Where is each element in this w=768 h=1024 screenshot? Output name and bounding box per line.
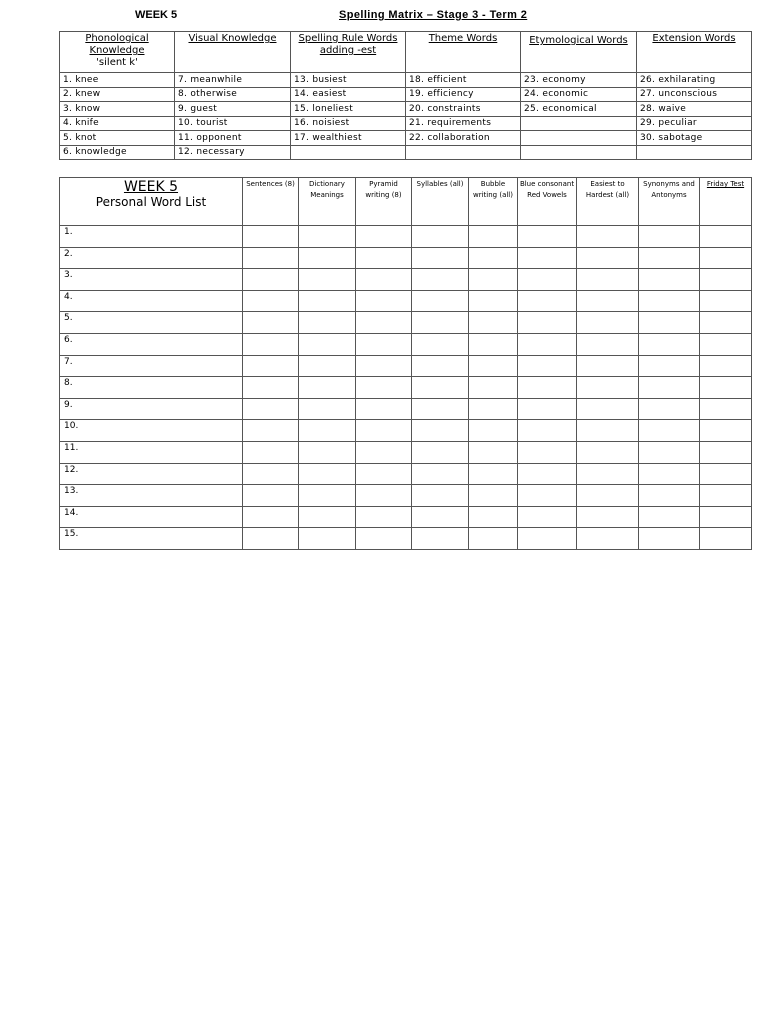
blank-cell[interactable]: [299, 269, 356, 291]
blank-cell[interactable]: [356, 269, 412, 291]
blank-cell[interactable]: [469, 420, 518, 442]
blank-cell[interactable]: [299, 333, 356, 355]
blank-cell[interactable]: [700, 377, 752, 399]
blank-cell[interactable]: [299, 226, 356, 248]
row-number[interactable]: 5.: [60, 312, 243, 334]
blank-cell[interactable]: [356, 441, 412, 463]
column-header-blue-consonant-red-vowels: Blue consonant Red Vowels: [518, 178, 577, 226]
blank-cell[interactable]: [518, 506, 577, 528]
blank-cell[interactable]: [412, 355, 469, 377]
personal-week-label: WEEK 5: [123, 179, 179, 195]
blank-cell[interactable]: [518, 420, 577, 442]
blank-cell[interactable]: [639, 377, 700, 399]
blank-cell[interactable]: [356, 420, 412, 442]
blank-cell[interactable]: [356, 528, 412, 550]
blank-cell[interactable]: [299, 398, 356, 420]
blank-cell[interactable]: [518, 269, 577, 291]
matrix-cell: 5. knot: [60, 131, 175, 146]
blank-cell[interactable]: [469, 355, 518, 377]
blank-cell[interactable]: [299, 377, 356, 399]
personal-word-row: [60, 441, 752, 463]
blank-cell[interactable]: [243, 312, 299, 334]
blank-cell[interactable]: [469, 441, 518, 463]
blank-cell[interactable]: [356, 355, 412, 377]
personal-word-row: [60, 420, 752, 442]
personal-word-row: [60, 269, 752, 291]
blank-cell[interactable]: [518, 463, 577, 485]
column-header-syllables: Syllables (all): [412, 178, 469, 226]
blank-cell[interactable]: [469, 485, 518, 507]
matrix-cell: 28. waive: [637, 102, 752, 117]
blank-cell[interactable]: [243, 420, 299, 442]
blank-cell[interactable]: [243, 528, 299, 550]
blank-cell[interactable]: [412, 333, 469, 355]
matrix-cell: 21. requirements: [406, 116, 521, 131]
blank-cell[interactable]: [577, 398, 639, 420]
matrix-header-title: Visual Knowledge: [188, 33, 277, 44]
blank-cell[interactable]: [412, 463, 469, 485]
matrix-header-spelling-rule: [291, 32, 406, 73]
blank-cell[interactable]: [469, 312, 518, 334]
blank-cell[interactable]: [243, 290, 299, 312]
row-number[interactable]: 4.: [60, 290, 243, 312]
row-number[interactable]: 15.: [60, 528, 243, 550]
row-number[interactable]: 12.: [60, 463, 243, 485]
blank-cell[interactable]: [412, 377, 469, 399]
personal-list-heading: [60, 178, 243, 226]
matrix-header-title: Etymological Words: [529, 35, 628, 46]
blank-cell[interactable]: [412, 269, 469, 291]
blank-cell[interactable]: [700, 355, 752, 377]
matrix-cell: 19. efficiency: [406, 87, 521, 102]
blank-cell[interactable]: [577, 420, 639, 442]
blank-cell[interactable]: [299, 247, 356, 269]
matrix-row: [60, 116, 752, 131]
blank-cell[interactable]: [518, 247, 577, 269]
blank-cell[interactable]: [243, 269, 299, 291]
row-number[interactable]: 14.: [60, 506, 243, 528]
row-number[interactable]: 9.: [60, 398, 243, 420]
personal-word-row: [60, 226, 752, 248]
blank-cell[interactable]: [518, 333, 577, 355]
blank-cell[interactable]: [356, 398, 412, 420]
blank-cell[interactable]: [700, 247, 752, 269]
row-number[interactable]: 13.: [60, 485, 243, 507]
blank-cell[interactable]: [469, 528, 518, 550]
week-label: WEEK 5: [135, 9, 178, 21]
matrix-header-extension: [637, 32, 752, 73]
blank-cell[interactable]: [412, 485, 469, 507]
blank-cell[interactable]: [299, 463, 356, 485]
blank-cell[interactable]: [639, 333, 700, 355]
blank-cell[interactable]: [577, 312, 639, 334]
matrix-cell: [637, 145, 752, 160]
matrix-cell: [521, 116, 637, 131]
matrix-row: [60, 87, 752, 102]
blank-cell[interactable]: [412, 290, 469, 312]
blank-cell[interactable]: [243, 355, 299, 377]
page-header: [0, 9, 768, 25]
blank-cell[interactable]: [243, 398, 299, 420]
blank-cell[interactable]: [639, 398, 700, 420]
matrix-cell: 8. otherwise: [175, 87, 291, 102]
blank-cell[interactable]: [356, 226, 412, 248]
blank-cell[interactable]: [356, 463, 412, 485]
row-number[interactable]: 6.: [60, 333, 243, 355]
blank-cell[interactable]: [577, 247, 639, 269]
matrix-cell: 29. peculiar: [637, 116, 752, 131]
row-number[interactable]: 2.: [60, 247, 243, 269]
matrix-cell: 7. meanwhile: [175, 73, 291, 88]
blank-cell[interactable]: [412, 226, 469, 248]
blank-cell[interactable]: [412, 441, 469, 463]
blank-cell[interactable]: [518, 226, 577, 248]
blank-cell[interactable]: [243, 377, 299, 399]
blank-cell[interactable]: [469, 463, 518, 485]
blank-cell[interactable]: [243, 247, 299, 269]
blank-cell[interactable]: [700, 528, 752, 550]
matrix-cell: 25. economical: [521, 102, 637, 117]
blank-cell[interactable]: [700, 226, 752, 248]
blank-cell[interactable]: [700, 333, 752, 355]
matrix-cell: [406, 145, 521, 160]
blank-cell[interactable]: [700, 269, 752, 291]
blank-cell[interactable]: [356, 377, 412, 399]
blank-cell[interactable]: [469, 506, 518, 528]
matrix-header-theme: [406, 32, 521, 73]
matrix-header-phonological: [60, 32, 175, 73]
blank-cell[interactable]: [639, 290, 700, 312]
blank-cell[interactable]: [469, 377, 518, 399]
matrix-cell: 22. collaboration: [406, 131, 521, 146]
matrix-cell: 9. guest: [175, 102, 291, 117]
blank-cell[interactable]: [518, 312, 577, 334]
matrix-cell: 2. knew: [60, 87, 175, 102]
blank-cell[interactable]: [518, 398, 577, 420]
blank-cell[interactable]: [639, 463, 700, 485]
blank-cell[interactable]: [577, 269, 639, 291]
blank-cell[interactable]: [518, 377, 577, 399]
matrix-cell: 24. economic: [521, 87, 637, 102]
blank-cell[interactable]: [299, 441, 356, 463]
blank-cell[interactable]: [700, 290, 752, 312]
matrix-header-title: Phonological Knowledge: [85, 33, 149, 56]
matrix-row: [60, 102, 752, 117]
blank-cell[interactable]: [639, 420, 700, 442]
personal-word-row: [60, 290, 752, 312]
blank-cell[interactable]: [356, 485, 412, 507]
blank-cell[interactable]: [518, 290, 577, 312]
blank-cell[interactable]: [243, 506, 299, 528]
column-header-synonyms-antonyms: Synonyms and Antonyms: [639, 178, 700, 226]
matrix-header-visual: [175, 32, 291, 73]
blank-cell[interactable]: [700, 420, 752, 442]
blank-cell[interactable]: [577, 333, 639, 355]
matrix-cell: [291, 145, 406, 160]
blank-cell[interactable]: [639, 528, 700, 550]
column-header-pyramid-writing: Pyramid writing (8): [356, 178, 412, 226]
blank-cell[interactable]: [299, 290, 356, 312]
blank-cell[interactable]: [469, 269, 518, 291]
matrix-header-subtitle: 'silent k': [96, 57, 138, 68]
matrix-cell: 15. loneliest: [291, 102, 406, 117]
personal-word-row: [60, 485, 752, 507]
blank-cell[interactable]: [243, 485, 299, 507]
personal-word-row: [60, 528, 752, 550]
column-header-easiest-to-hardest: Easiest to Hardest (all): [577, 178, 639, 226]
blank-cell[interactable]: [577, 226, 639, 248]
personal-word-row: [60, 333, 752, 355]
blank-cell[interactable]: [639, 355, 700, 377]
matrix-row: [60, 131, 752, 146]
blank-cell[interactable]: [412, 398, 469, 420]
personal-list-title: Personal Word List: [95, 195, 207, 209]
row-number[interactable]: 7.: [60, 355, 243, 377]
matrix-row: [60, 73, 752, 88]
blank-cell[interactable]: [639, 269, 700, 291]
column-header-friday-test: Friday Test: [700, 178, 752, 226]
blank-cell[interactable]: [577, 441, 639, 463]
blank-cell[interactable]: [469, 247, 518, 269]
matrix-row: [60, 145, 752, 160]
matrix-cell: [521, 131, 637, 146]
blank-cell[interactable]: [639, 506, 700, 528]
matrix-cell: 18. efficient: [406, 73, 521, 88]
blank-cell[interactable]: [639, 226, 700, 248]
blank-cell[interactable]: [700, 398, 752, 420]
matrix-cell: 30. sabotage: [637, 131, 752, 146]
personal-word-row: [60, 463, 752, 485]
blank-cell[interactable]: [469, 226, 518, 248]
blank-cell[interactable]: [299, 506, 356, 528]
matrix-cell: 1. knee: [60, 73, 175, 88]
blank-cell[interactable]: [412, 312, 469, 334]
matrix-cell: 12. necessary: [175, 145, 291, 160]
matrix-cell: 3. know: [60, 102, 175, 117]
blank-cell[interactable]: [299, 485, 356, 507]
blank-cell[interactable]: [356, 333, 412, 355]
blank-cell[interactable]: [577, 485, 639, 507]
row-number[interactable]: 10.: [60, 420, 243, 442]
blank-cell[interactable]: [639, 312, 700, 334]
document-title: Spelling Matrix – Stage 3 - Term 2: [339, 9, 528, 21]
blank-cell[interactable]: [700, 463, 752, 485]
column-header-sentences: Sentences (8): [243, 178, 299, 226]
matrix-cell: 4. knife: [60, 116, 175, 131]
matrix-cell: 10. tourist: [175, 116, 291, 131]
blank-cell[interactable]: [356, 506, 412, 528]
blank-cell[interactable]: [700, 441, 752, 463]
blank-cell[interactable]: [518, 485, 577, 507]
blank-cell[interactable]: [577, 290, 639, 312]
matrix-cell: 26. exhilarating: [637, 73, 752, 88]
blank-cell[interactable]: [356, 247, 412, 269]
personal-word-row: [60, 506, 752, 528]
matrix-cell: [521, 145, 637, 160]
blank-cell[interactable]: [700, 506, 752, 528]
blank-cell[interactable]: [356, 312, 412, 334]
blank-cell[interactable]: [577, 506, 639, 528]
column-header-dictionary-meanings: Dictionary Meanings: [299, 178, 356, 226]
spelling-matrix-table: [59, 31, 752, 160]
row-number[interactable]: 8.: [60, 377, 243, 399]
blank-cell[interactable]: [243, 226, 299, 248]
matrix-header-title: Spelling Rule Words adding -est: [298, 33, 398, 56]
blank-cell[interactable]: [700, 312, 752, 334]
blank-cell[interactable]: [518, 355, 577, 377]
matrix-cell: 17. wealthiest: [291, 131, 406, 146]
blank-cell[interactable]: [412, 420, 469, 442]
blank-cell[interactable]: [412, 247, 469, 269]
matrix-cell: 27. unconscious: [637, 87, 752, 102]
blank-cell[interactable]: [412, 528, 469, 550]
matrix-cell: 11. opponent: [175, 131, 291, 146]
blank-cell[interactable]: [639, 441, 700, 463]
matrix-cell: 6. knowledge: [60, 145, 175, 160]
personal-word-row: [60, 312, 752, 334]
blank-cell[interactable]: [243, 441, 299, 463]
personal-word-row: [60, 398, 752, 420]
blank-cell[interactable]: [577, 377, 639, 399]
blank-cell[interactable]: [577, 463, 639, 485]
matrix-header-title: Theme Words: [428, 33, 498, 44]
blank-cell[interactable]: [299, 355, 356, 377]
column-header-bubble-writing: Bubble writing (all): [469, 178, 518, 226]
blank-cell[interactable]: [577, 528, 639, 550]
blank-cell[interactable]: [518, 441, 577, 463]
blank-cell[interactable]: [412, 506, 469, 528]
blank-cell[interactable]: [639, 247, 700, 269]
matrix-header-row: [60, 32, 752, 73]
blank-cell[interactable]: [518, 528, 577, 550]
personal-word-list-table: [59, 177, 752, 550]
personal-word-row: [60, 247, 752, 269]
personal-word-row: [60, 377, 752, 399]
row-number[interactable]: 3.: [60, 269, 243, 291]
matrix-header-title: Extension Words: [652, 33, 736, 44]
blank-cell[interactable]: [469, 333, 518, 355]
blank-cell[interactable]: [469, 290, 518, 312]
personal-header-row: [60, 178, 752, 226]
blank-cell[interactable]: [577, 355, 639, 377]
row-number[interactable]: 11.: [60, 441, 243, 463]
matrix-cell: 23. economy: [521, 73, 637, 88]
matrix-cell: 14. easiest: [291, 87, 406, 102]
matrix-cell: 16. noisiest: [291, 116, 406, 131]
blank-cell[interactable]: [639, 485, 700, 507]
row-number[interactable]: 1.: [60, 226, 243, 248]
blank-cell[interactable]: [356, 290, 412, 312]
blank-cell[interactable]: [299, 528, 356, 550]
blank-cell[interactable]: [243, 463, 299, 485]
blank-cell[interactable]: [243, 333, 299, 355]
matrix-cell: 13. busiest: [291, 73, 406, 88]
personal-word-row: [60, 355, 752, 377]
blank-cell[interactable]: [469, 398, 518, 420]
blank-cell[interactable]: [299, 312, 356, 334]
blank-cell[interactable]: [299, 420, 356, 442]
matrix-header-etymological: [521, 32, 637, 73]
matrix-cell: 20. constraints: [406, 102, 521, 117]
blank-cell[interactable]: [700, 485, 752, 507]
